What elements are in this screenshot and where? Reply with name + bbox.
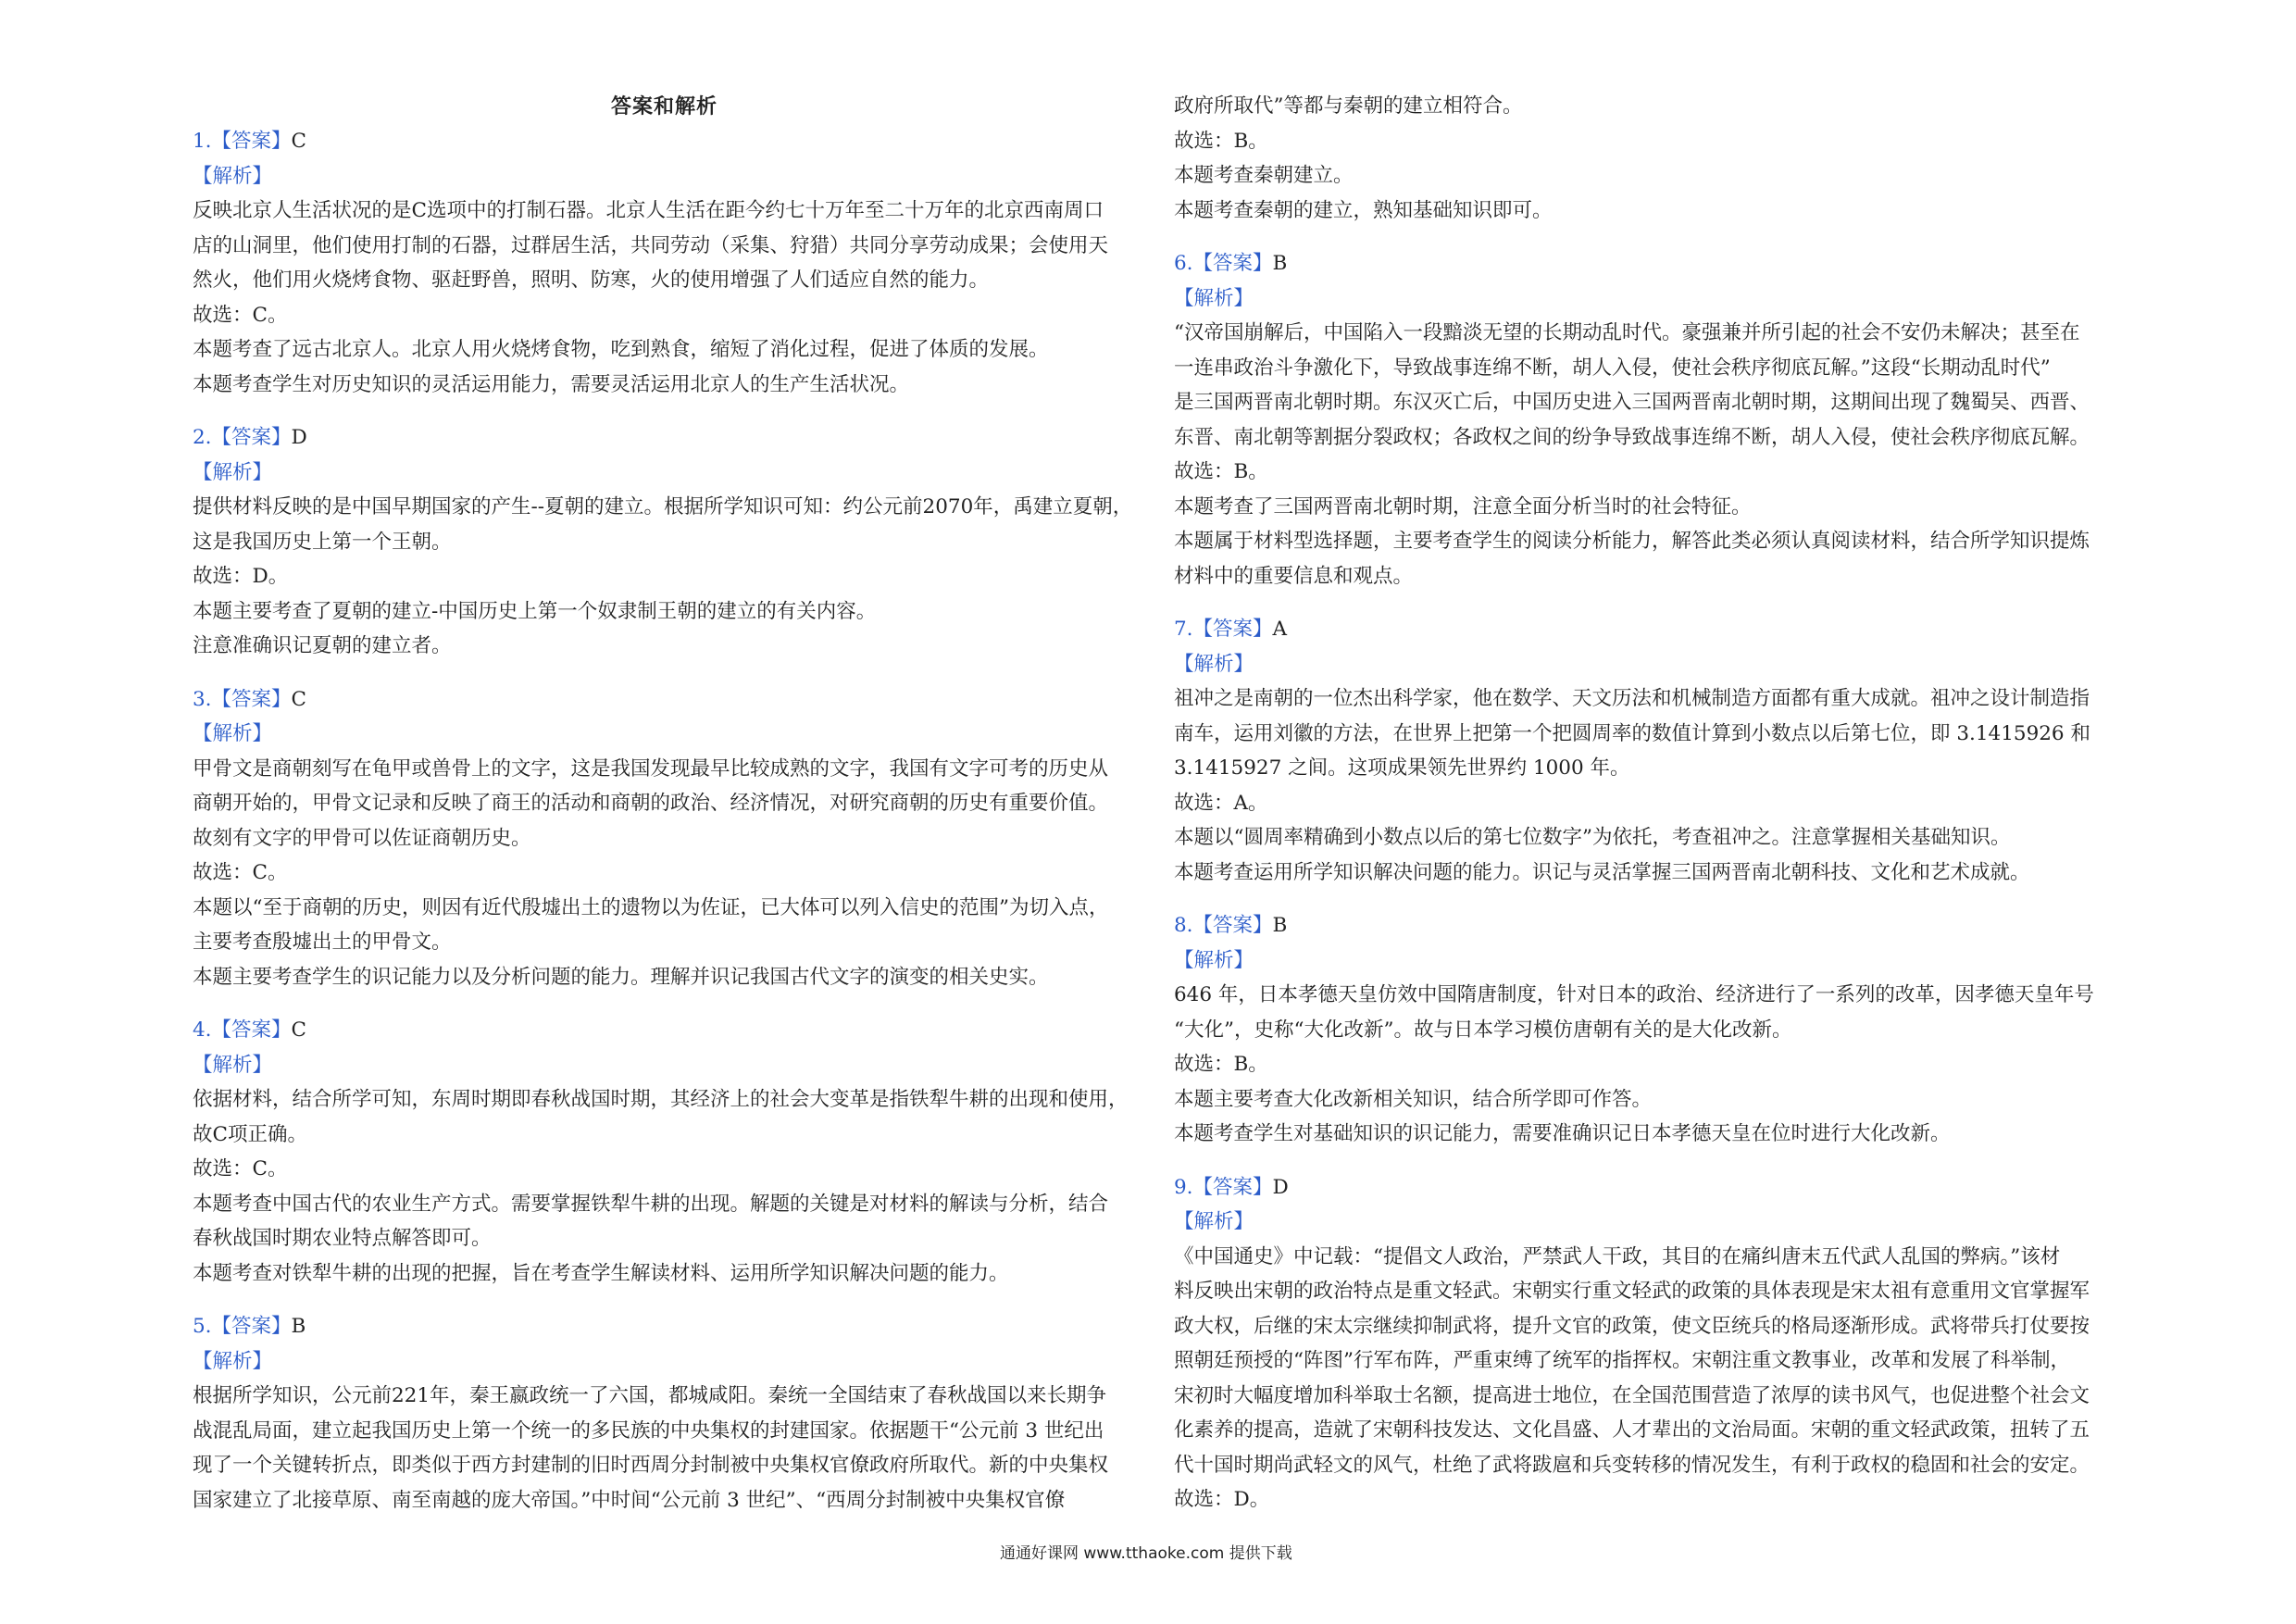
analysis-text-line: 战混乱局面，建立起我国历史上第一个统一的多民族的中央集权的封建国家。依据题干“公元前 3 世纪出 bbox=[193, 1418, 1104, 1443]
analysis-text-line: 主要考查殷墟出土的甲骨文。 bbox=[193, 931, 452, 954]
analysis-label: 【解析】 bbox=[1174, 948, 1254, 972]
question-number: 5. bbox=[193, 1315, 212, 1338]
answer-item bbox=[1174, 89, 2116, 228]
answer-item bbox=[193, 1013, 1135, 1291]
analysis-label: 【解析】 bbox=[193, 722, 273, 745]
question-number: 3. bbox=[193, 687, 212, 711]
analysis-text-line: “大化”，史称“大化改新”。故与日本学习模仿唐朝有关的是大化改新。 bbox=[1174, 1018, 1792, 1042]
answer-heading bbox=[193, 1309, 1135, 1344]
answer-value: C bbox=[291, 130, 306, 153]
analysis-text-line: 材料中的重要信息和观点。 bbox=[1174, 564, 1414, 588]
analysis-label: 【解析】 bbox=[1174, 652, 1254, 676]
analysis-text-line: 东晋、南北朝等割据分裂政权；各政权之间的纷争导致战事连绵不断，胡人入侵，使社会秩序彻底瓦解。 bbox=[1174, 425, 2090, 449]
analysis-text-line: 化素养的提高，造就了宋朝科技发达、文化昌盛、人才辈出的文治局面。宋朝的重文轻武政策，扭转了五 bbox=[1174, 1418, 2090, 1442]
analysis-text-line: 商朝开始的，甲骨文记录和反映了商王的活动和商朝的政治、经济情况，对研究商朝的历史有重要价值。 bbox=[193, 792, 1109, 815]
analysis-text-line: 料反映出宋朝的政治特点是重文轻武。宋朝实行重文轻武的政策的具体表现是宋太祖有意重用文官掌握军 bbox=[1174, 1280, 2090, 1303]
answer-heading bbox=[193, 1013, 1135, 1048]
answer-heading bbox=[193, 682, 1135, 718]
analysis-text-line: 本题考查秦朝的建立，熟知基础知识即可。 bbox=[1174, 198, 1553, 222]
analysis-text-line: 本题以“至于商朝的历史，则因有近代殷墟出土的遗物以为佐证，已大体可以列入信史的范围”为切入点， bbox=[193, 895, 1109, 919]
analysis-text-line: 店的山洞里，他们使用打制的石器，过群居生活，共同劳动（采集、狩猎）共同分享劳动成果；会使用天 bbox=[193, 233, 1109, 257]
analysis-text-line: 故选：D。 bbox=[193, 565, 289, 588]
analysis-text-line: 一连串政治斗争激化下，导致战事连绵不断，胡人入侵，使社会秩序彻底瓦解。”这段“长期动乱时代” bbox=[1174, 356, 2051, 380]
analysis-label: 【解析】 bbox=[193, 1053, 273, 1077]
analysis-text-line: 故选：C。 bbox=[193, 861, 288, 884]
question-number: 2. bbox=[193, 426, 212, 449]
answer-item bbox=[193, 1309, 1135, 1518]
analysis-text-line: 然火，他们用火烧烤食物、驱赶野兽，照明、防寒，火的使用增强了人们适应自然的能力。 bbox=[193, 269, 990, 292]
analysis-text-line: 故选：C。 bbox=[193, 1157, 288, 1181]
left-column bbox=[193, 124, 1135, 1536]
analysis-text-line: 故选：B。 bbox=[1174, 129, 1268, 153]
analysis-text-line: 宋初时大幅度增加科举取士名额，提高进士地位，在全国范围营造了浓厚的读书风气，也促进整个社会文 bbox=[1174, 1383, 2090, 1407]
answer-heading bbox=[193, 124, 1135, 159]
right-column bbox=[1174, 89, 2116, 1536]
analysis-text-line: 646 年，日本孝德天皇仿效中国隋唐制度，针对日本的政治、经济进行了一系列的改革，因孝德天皇年号 bbox=[1174, 983, 2094, 1006]
analysis-text-line: “汉帝国崩解后，中国陷入一段黯淡无望的长期动乱时代。豪强兼并所引起的社会不安仍未解决；甚至在 bbox=[1174, 321, 2080, 344]
analysis-text-line: 反映北京人生活状况的是C选项中的打制石器。北京人生活在距今约七十万年至二十万年的北京西南周口 bbox=[193, 199, 1104, 222]
analysis-text-line: 故选：B。 bbox=[1174, 460, 1268, 483]
answer-item bbox=[1174, 1170, 2116, 1518]
answer-label: 【答案】 bbox=[211, 130, 292, 153]
analysis-text-line: 本题考查了三国两晋南北朝时期，注意全面分析当时的社会特征。 bbox=[1174, 494, 1752, 518]
footer-credit: 通通好课网 www.tthaoke.com 提供下载 bbox=[1000, 1544, 1292, 1563]
analysis-text-line: 故选：B。 bbox=[1174, 1053, 1268, 1076]
analysis-label: 【解析】 bbox=[1174, 286, 1254, 310]
analysis-text-line: 根据所学知识，公元前221年，秦王嬴政统一了六国，都城咸阳。秦统一全国结束了春秋战国以来长期争 bbox=[193, 1384, 1107, 1407]
analysis-text-line: 这是我国历史上第一个王朝。 bbox=[193, 530, 452, 554]
analysis-text-line: 本题主要考查了夏朝的建立-中国历史上第一个奴隶制王朝的建立的有关内容。 bbox=[193, 599, 877, 623]
analysis-text-line: 本题考查运用所学知识解决问题的能力。识记与灵活掌握三国两晋南北朝科技、文化和艺术成就。 bbox=[1174, 860, 2030, 884]
analysis-text-line: 故选：D。 bbox=[1174, 1488, 1270, 1511]
analysis-text-line: 南车，运用刘徽的方法，在世界上把第一个把圆周率的数值计算到小数点以后第七位，即 3.1415926 和 bbox=[1174, 721, 2090, 745]
analysis-text-line: 注意准确识记夏朝的建立者。 bbox=[193, 634, 452, 657]
question-number: 6. bbox=[1174, 252, 1193, 275]
answer-item bbox=[1174, 246, 2116, 593]
answer-value: B bbox=[1272, 914, 1288, 937]
analysis-text-line: 政大权，后继的宋太宗继续抑制武将，提升文官的政策，使文臣统兵的格局逐渐形成。武将带兵打仗要按 bbox=[1174, 1314, 2090, 1338]
analysis-text-line: 本题以“圆周率精确到小数点以后的第七位数字”为依托，考查祖冲之。注意掌握相关基础知识。 bbox=[1174, 826, 2011, 849]
answer-label: 【答案】 bbox=[1192, 914, 1273, 937]
answer-value: D bbox=[1272, 1175, 1289, 1199]
analysis-text-line: 本题属于材料型选择题，主要考查学生的阅读分析能力，解答此类必须认真阅读材料，结合所学知识提炼 bbox=[1174, 530, 2090, 553]
answer-item bbox=[1174, 612, 2116, 890]
analysis-text-line: 《中国通史》中记载：“提倡文人政治，严禁武人干政，其目的在痛纠唐末五代武人乱国的弊病。”该材 bbox=[1174, 1244, 2061, 1268]
question-number: 4. bbox=[193, 1018, 212, 1042]
analysis-label: 【解析】 bbox=[1174, 1210, 1254, 1233]
answer-label: 【答案】 bbox=[211, 1315, 292, 1338]
answer-label: 【答案】 bbox=[1192, 1175, 1273, 1199]
answer-value: C bbox=[291, 1018, 306, 1042]
answer-item bbox=[193, 420, 1135, 664]
answer-heading bbox=[1174, 246, 2116, 281]
answer-heading bbox=[1174, 612, 2116, 647]
question-number: 9. bbox=[1174, 1175, 1193, 1199]
analysis-text-line: 依据材料，结合所学可知，东周时期即春秋战国时期，其经济上的社会大变革是指铁犁牛耕的出现和使用， bbox=[193, 1088, 1129, 1111]
analysis-text-line: 本题考查中国古代的农业生产方式。需要掌握铁犁牛耕的出现。解题的关键是对材料的解读与分析，结合 bbox=[193, 1192, 1109, 1216]
analysis-text-line: 现了一个关键转折点，即类似于西方封建制的旧时西周分封制被中央集权官僚政府所取代。新的中央集权 bbox=[193, 1454, 1109, 1477]
answer-heading bbox=[193, 420, 1135, 456]
answer-value: B bbox=[291, 1315, 306, 1338]
answer-heading bbox=[1174, 1170, 2116, 1206]
answer-label: 【答案】 bbox=[1192, 618, 1273, 641]
analysis-text-line: 本题主要考查大化改新相关知识，结合所学即可作答。 bbox=[1174, 1087, 1653, 1111]
analysis-text-line: 故C项正确。 bbox=[193, 1122, 307, 1146]
answer-value: A bbox=[1272, 618, 1288, 641]
page-title: 答案和解析 bbox=[611, 95, 718, 119]
analysis-text-line: 祖冲之是南朝的一位杰出科学家，他在数学、天文历法和机械制造方面都有重大成就。祖冲之设计制造指 bbox=[1174, 687, 2090, 710]
analysis-label: 【解析】 bbox=[193, 164, 273, 188]
answer-label: 【答案】 bbox=[1192, 252, 1273, 275]
question-number: 8. bbox=[1174, 914, 1193, 937]
analysis-text-line: 甲骨文是商朝刻写在龟甲或兽骨上的文字，这是我国发现最早比较成熟的文字，我国有文字可考的历史从 bbox=[193, 756, 1109, 781]
answer-label: 【答案】 bbox=[211, 426, 292, 449]
analysis-label: 【解析】 bbox=[193, 460, 273, 484]
answer-value: C bbox=[291, 687, 306, 711]
analysis-text-line: 本题考查学生对历史知识的灵活运用能力，需要灵活运用北京人的生产生活状况。 bbox=[193, 372, 910, 396]
answer-item bbox=[193, 682, 1135, 995]
answer-label: 【答案】 bbox=[211, 687, 292, 711]
question-number: 7. bbox=[1174, 618, 1193, 641]
analysis-text-line: 故选：C。 bbox=[193, 303, 288, 327]
answer-value: D bbox=[291, 426, 307, 449]
analysis-text-line: 代十国时期尚武轻文的风气，杜绝了武将跋扈和兵变转移的情况发生，有利于政权的稳固和社会的安定。 bbox=[1174, 1453, 2090, 1477]
analysis-text-line: 故刻有文字的甲骨可以佐证商朝历史。 bbox=[193, 826, 531, 850]
analysis-text-line: 政府所取代”等都与秦朝的建立相符合。 bbox=[1174, 94, 1523, 118]
question-number: 1. bbox=[193, 130, 212, 153]
analysis-text-line: 本题主要考查学生的识记能力以及分析问题的能力。理解并识记我国古代文字的演变的相关史实。 bbox=[193, 965, 1049, 989]
analysis-text-line: 本题考查了远古北京人。北京人用火烧烤食物，吃到熟食，缩短了消化过程，促进了体质的发展。 bbox=[193, 338, 1049, 361]
analysis-text-line: 本题考查学生对基础知识的识记能力，需要准确识记日本孝德天皇在位时进行大化改新。 bbox=[1174, 1122, 1951, 1145]
analysis-text-line: 提供材料反映的是中国早期国家的产生--夏朝的建立。根据所学知识可知：约公元前2070年，禹建立夏朝， bbox=[193, 495, 1133, 518]
analysis-label: 【解析】 bbox=[193, 1349, 273, 1373]
analysis-text-line: 本题考查对铁犁牛耕的出现的把握，旨在考查学生解读材料、运用所学知识解决问题的能力。 bbox=[193, 1261, 1009, 1285]
analysis-text-line: 照朝廷预授的“阵图”行军布阵，严重束缚了统军的指挥权。宋朝注重文教事业，改革和发展了科举制， bbox=[1174, 1349, 2070, 1372]
analysis-text-line: 是三国两晋南北朝时期。东汉灭亡后，中国历史进入三国两晋南北朝时期，这期间出现了魏蜀吴、西晋、 bbox=[1174, 391, 2090, 414]
answer-value: B bbox=[1272, 252, 1288, 275]
answer-label: 【答案】 bbox=[211, 1018, 292, 1042]
analysis-text-line: 国家建立了北接草原、南至南越的庞大帝国。”中时间“公元前 3 世纪”、“西周分封制被中央集权官僚 bbox=[193, 1488, 1066, 1512]
analysis-text-line: 本题考查秦朝建立。 bbox=[1174, 164, 1354, 187]
analysis-text-line: 3.1415927 之间。这项成果领先世界约 1000 年。 bbox=[1174, 756, 1630, 780]
answer-heading bbox=[1174, 908, 2116, 943]
answer-item bbox=[1174, 908, 2116, 1152]
analysis-text-line: 春秋战国时期农业特点解答即可。 bbox=[193, 1227, 492, 1250]
answer-item bbox=[193, 124, 1135, 402]
analysis-text-line: 故选：A。 bbox=[1174, 791, 1268, 815]
